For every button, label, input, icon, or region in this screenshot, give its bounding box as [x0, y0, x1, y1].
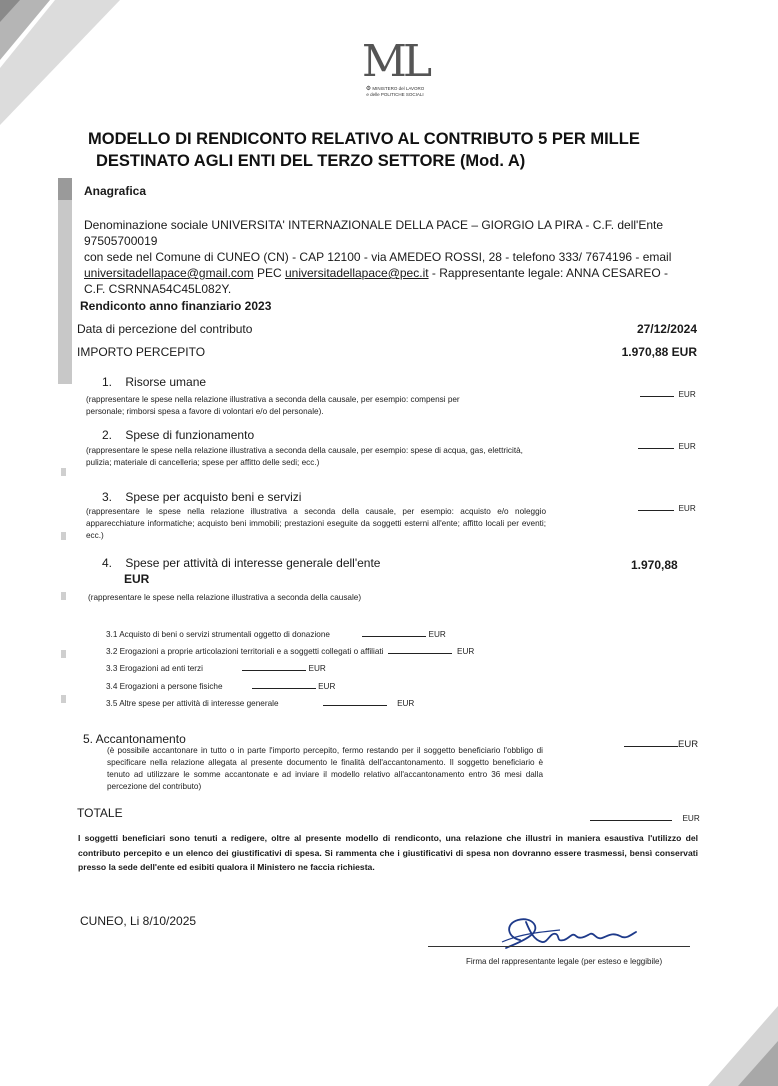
subitem-3-1: [106, 626, 446, 641]
accantonamento-amount: [624, 734, 698, 752]
item-2-number: 2.: [102, 428, 113, 442]
anagrafica-block: [84, 217, 704, 297]
item-4-title: [102, 555, 380, 571]
item-4-value: 1.970,88: [631, 558, 678, 572]
subitem-3-4: [106, 678, 335, 693]
logo-emblem-icon: ⚙: [365, 86, 372, 92]
subitem-3-1-blank: [362, 626, 426, 637]
corner-decoration-top-left: [0, 0, 120, 130]
margin-bar-top: [58, 178, 72, 200]
item-3-number: 3.: [102, 490, 113, 504]
subitem-3-1-label: 3.1 Acquisto di beni o servizi strumentali oggetto di donazione: [106, 630, 330, 639]
pec-label: PEC: [256, 266, 282, 280]
subitem-3-3-blank: [242, 660, 306, 671]
item-1-currency: EUR: [678, 390, 696, 399]
accantonamento-currency: EUR: [678, 739, 699, 750]
place-date: CUNEO, Li 8/10/2025: [80, 914, 197, 928]
data-percezione-value: 27/12/2024: [636, 322, 697, 336]
logo-subtitle-1: MINISTERO del LAVORO: [372, 86, 425, 91]
accantonamento-label: 5. Accantonamento: [83, 732, 186, 746]
totale-blank: [590, 810, 672, 821]
subitem-3-3-currency: EUR: [308, 664, 326, 673]
item-1-label: Risorse umane: [125, 375, 207, 389]
item-4-label: Spese per attività di interesse generale dell'ente: [125, 556, 381, 570]
item-2-title: [102, 427, 254, 443]
anagrafica-heading: Anagrafica: [84, 184, 147, 198]
pec-link[interactable]: universitadellapace@pec.it: [284, 266, 429, 280]
legal-rep: - Rappresentante legale: ANNA CESAREO -: [431, 266, 669, 280]
item-3-title: [102, 489, 301, 505]
margin-mark: [61, 468, 66, 476]
title-line-1: MODELLO DI RENDICONTO RELATIVO AL CONTRIBUTO 5 PER MILLE: [88, 130, 640, 148]
totale-currency: EUR: [682, 814, 700, 823]
subitem-3-5-label: 3.5 Altre spese per attività di interesse generale: [106, 699, 279, 708]
margin-mark: [61, 592, 66, 600]
totale-amount: [590, 808, 700, 826]
logo-monogram: ML: [361, 36, 429, 87]
logo-subtitle-2: e delle POLITICHE SOCIALI: [366, 92, 424, 97]
item-2-currency: EUR: [678, 442, 696, 451]
footer-note: I soggetti beneficiari sono tenuti a redigere, oltre al presente modello di rendiconto, una relazione che illustri in maniera esaustiva l'utilizzo del contributo percepito e un elenco dei giustificativi di spesa. Si rammenta che i giustificativi di spesa non dovranno essere trasmessi, bensì conservati presso la sede dell'ente ed esibiti qualora il Ministero ne faccia richiesta.: [78, 833, 698, 872]
item-1-number: 1.: [102, 375, 113, 389]
item-4-number: 4.: [102, 556, 113, 570]
item-3-currency: EUR: [678, 504, 696, 513]
item-1-amount: [640, 384, 696, 402]
margin-bar: [58, 178, 72, 384]
item-3-label: Spese per acquisto beni e servizi: [125, 490, 302, 504]
subitem-3-3: [106, 660, 326, 675]
subitem-3-4-currency: EUR: [318, 682, 336, 691]
item-2-label: Spese di funzionamento: [125, 428, 255, 442]
item-2-blank: [638, 438, 674, 449]
item-3-blank: [638, 500, 674, 511]
subitem-3-2: [106, 643, 474, 658]
item-3-amount: [638, 498, 696, 516]
importo-label: IMPORTO PERCEPITO: [77, 345, 206, 359]
data-percezione-label: Data di percezione del contributo: [77, 322, 253, 336]
margin-mark: [61, 695, 66, 703]
subitem-3-5-currency: EUR: [397, 699, 415, 708]
item-4-currency: EUR: [124, 572, 150, 586]
item-4-note: (rappresentare le spese nella relazione illustrativa a seconda della causale): [88, 593, 362, 602]
subitem-3-2-label: 3.2 Erogazioni a proprie articolazioni territoriali e a soggetti collegati o affiliati: [106, 647, 384, 656]
corner-decoration-bottom-right: [688, 986, 778, 1086]
title-line-2: DESTINATO AGLI ENTI DEL TERZO SETTORE (Mod. A): [96, 152, 526, 170]
subitem-3-1-currency: EUR: [428, 630, 446, 639]
item-3-note: (rappresentare le spese nella relazione illustrativa a seconda della causale, per esempio: acquisto e/o noleggio apparecchiature informatiche; acquisto beni immobili; prestazioni eseguite da soggetti esterni all'ente; affitto locali per eventi; ecc.): [86, 507, 546, 540]
totale-label: TOTALE: [77, 806, 123, 820]
accantonamento-note: (è possibile accantonare in tutto o in parte l'importo percepito, fermo restando per il soggetto beneficiario l'obbligo di specificare nella relazione allegata al presente documento le finalità dell'accantonamento. Il soggetto beneficiario è tenuto ad utilizzare le somme accantonate e ad inviare il modello relativo all'accantonamento entro 36 mesi dalla percezione del contributo): [107, 746, 543, 791]
anagrafica-line-3: [84, 265, 704, 281]
email-link[interactable]: universitadellapace@gmail.com: [84, 266, 254, 280]
signature-caption: Firma del rappresentante legale (per esteso e leggibile): [466, 957, 663, 966]
item-1-blank: [640, 386, 674, 397]
subitem-3-4-blank: [252, 678, 316, 689]
anagrafica-line-2: con sede nel Comune di CUNEO (CN) - CAP 12100 - via AMEDEO ROSSI, 28 - telefono 333/ 7674196 - email: [84, 250, 672, 264]
item-1-note: (rappresentare le spese nella relazione illustrativa a seconda della causale, per esempio: compensi per personale; rimborsi spesa a favore di volontari e/o del personale).: [86, 395, 460, 416]
ministry-logo: [355, 36, 435, 102]
anagrafica-line-1: Denominazione sociale UNIVERSITA' INTERNAZIONALE DELLA PACE – GIORGIO LA PIRA - C.F. dell'Ente 97505700019: [84, 218, 664, 248]
signature-line: [428, 946, 690, 947]
item-1-title: [102, 374, 206, 390]
item-2-amount: [638, 436, 696, 454]
subitem-3-2-blank: [388, 643, 452, 654]
document-title: [88, 128, 688, 172]
rendiconto-heading: Rendiconto anno finanziario 2023: [80, 299, 272, 313]
item-2-note: (rappresentare le spese nella relazione illustrativa a seconda della causale, per esempio: spese di acqua, gas, elettricità, pulizia; materiale di cancelleria; spese per affitto delle sedi; ecc.): [86, 446, 523, 467]
importo-value: 1.970,88 EUR: [621, 345, 697, 359]
accantonamento-blank: [624, 736, 678, 747]
anagrafica-cf: C.F. CSRNNA54C45L082Y.: [84, 282, 232, 296]
margin-mark: [61, 532, 66, 540]
subitem-3-3-label: 3.3 Erogazioni ad enti terzi: [106, 664, 203, 673]
subitem-3-5-blank: [323, 695, 387, 706]
subitem-3-4-label: 3.4 Erogazioni a persone fisiche: [106, 682, 223, 691]
subitem-3-5: [106, 695, 414, 710]
margin-mark: [61, 650, 66, 658]
subitem-3-2-currency: EUR: [457, 647, 475, 656]
